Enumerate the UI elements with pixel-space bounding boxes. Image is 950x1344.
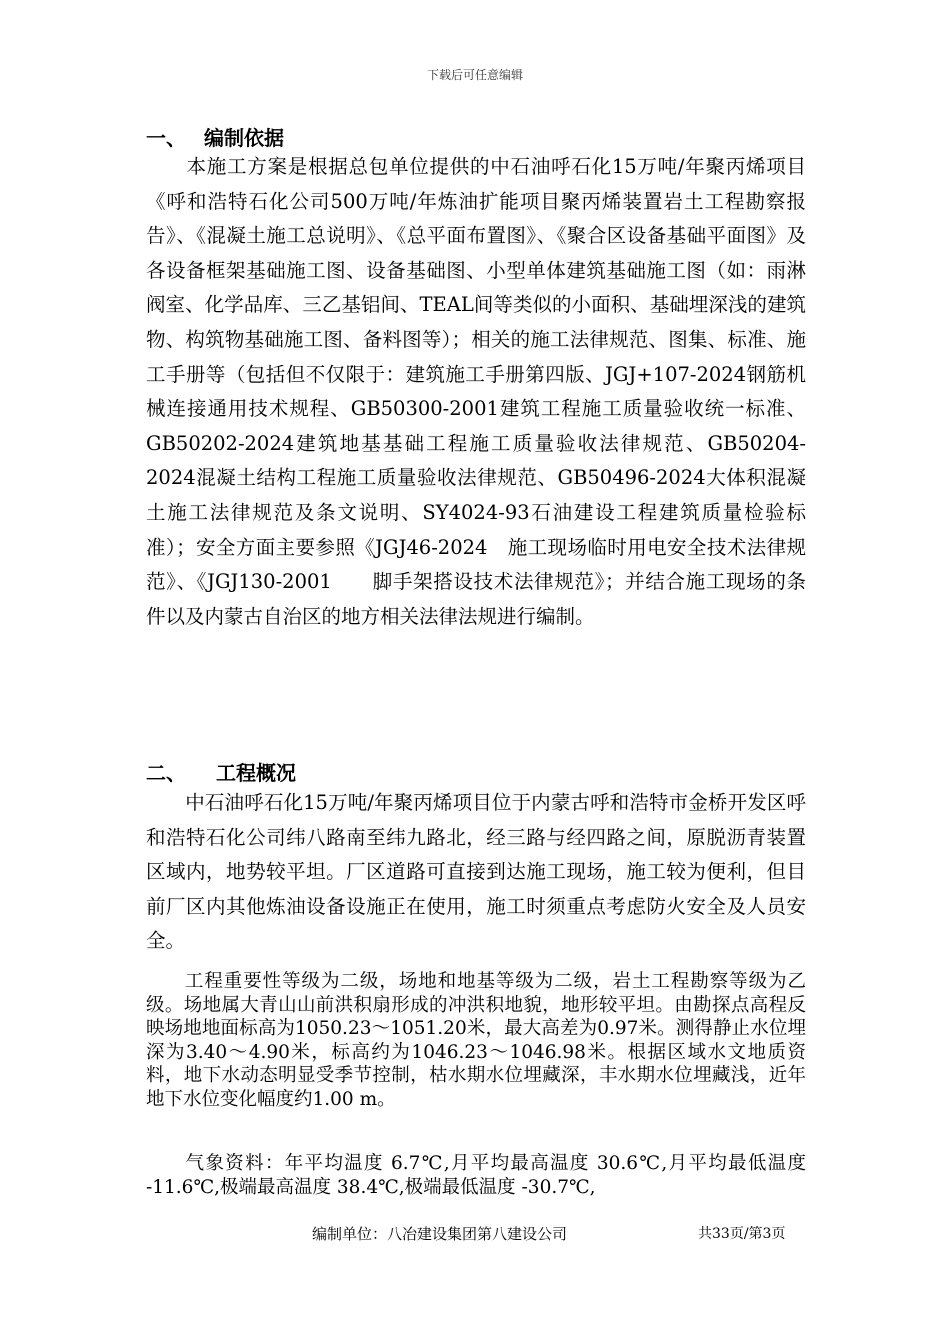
section-2-title: 工程概况 (216, 761, 296, 785)
page-header-note: 下载后可任意编辑 (426, 68, 523, 82)
footer-page-number: 共33页/第3页 (698, 1226, 786, 1242)
section-1-title: 编制依据 (204, 126, 284, 150)
section-2-paragraph-2: 工程重要性等级为二级，场地和地基等级为二级，岩土工程勘察等级为乙级。场地属大青山山前洪积扇形成的冲洪积地貌，地形较平坦。由勘探点高程反映场地地面标高为1050.23～1051.20米，最大高差为0.97米。测得静止水位埋深为3.40～4.90米，标高约为1046.23～1046.98米。根据区域水文地质资料，地下水动态明显受季节控制，枯水期水位埋藏深，丰水期水位埋藏浅，近年地下水位变化幅度约1.00 m。 (146, 971, 806, 1110)
section-1-heading (146, 122, 284, 151)
section-2-heading (146, 757, 296, 786)
section-1-number: 一、 (146, 126, 186, 150)
section-1-body: 本施工方案是根据总包单位提供的中石油呼石化15万吨/年聚丙烯项目《呼和浩特石化公司500万吨/年炼油扩能项目聚丙烯装置岩土工程勘察报告》、《混凝土施工总说明》、《总平面布置图》、《聚合区设备基础平面图》及各设备框架基础施工图、设备基础图、小型单体建筑基础施工图（如：雨淋阀室、化学品库、三乙基铝间、TEAL间等类似的小面积、基础埋深浅的建筑物、构筑物基础施工图、备料图等）；相关的施工法律规范、图集、标准、施工手册等（包括但不仅限于：建筑施工手册第四版、JGJ+107-2024钢筋机械连接通用技术规程、GB50300-2001建筑工程施工质量验收统一标准、GB50202-2024建筑地基基础工程施工质量验收法律规范、GB50204-2024混凝土结构工程施工质量验收法律规范、GB50496-2024大体积混凝土施工法律规范及条文说明、SY4024-93石油建设工程建筑质量检验标准）；安全方面主要参照《JGJ46-2024 施工现场临时用电安全技术法律规范》、《JGJ130-2001 脚手架搭设技术法律规范》；并结合施工现场的条件以及内蒙古自治区的地方相关法律法规进行编制。 (146, 155, 806, 628)
section-2-paragraph-3: 气象资料：年平均温度 6.7℃,月平均最高温度 30.6℃,月平均最低温度 -11.6℃,极端最高温度 38.4℃,极端最低温度 -30.7℃, (146, 1153, 806, 1198)
footer-unit: 编制单位：八冶建设集团第八建设公司 (312, 1225, 568, 1243)
section-2-number: 二、 (146, 761, 186, 785)
section-2-paragraph-1: 中石油呼石化15万吨/年聚丙烯项目位于内蒙古呼和浩特市金桥开发区呼和浩特石化公司纬八路南至纬九路北，经三路与经四路之间，原脱沥青装置区域内，地势较平坦。厂区道路可直接到达施工现场，施工较为便利，但目前厂区内其他炼油设备设施正在使用，施工时须重点考虑防火安全及人员安全。 (146, 791, 806, 953)
